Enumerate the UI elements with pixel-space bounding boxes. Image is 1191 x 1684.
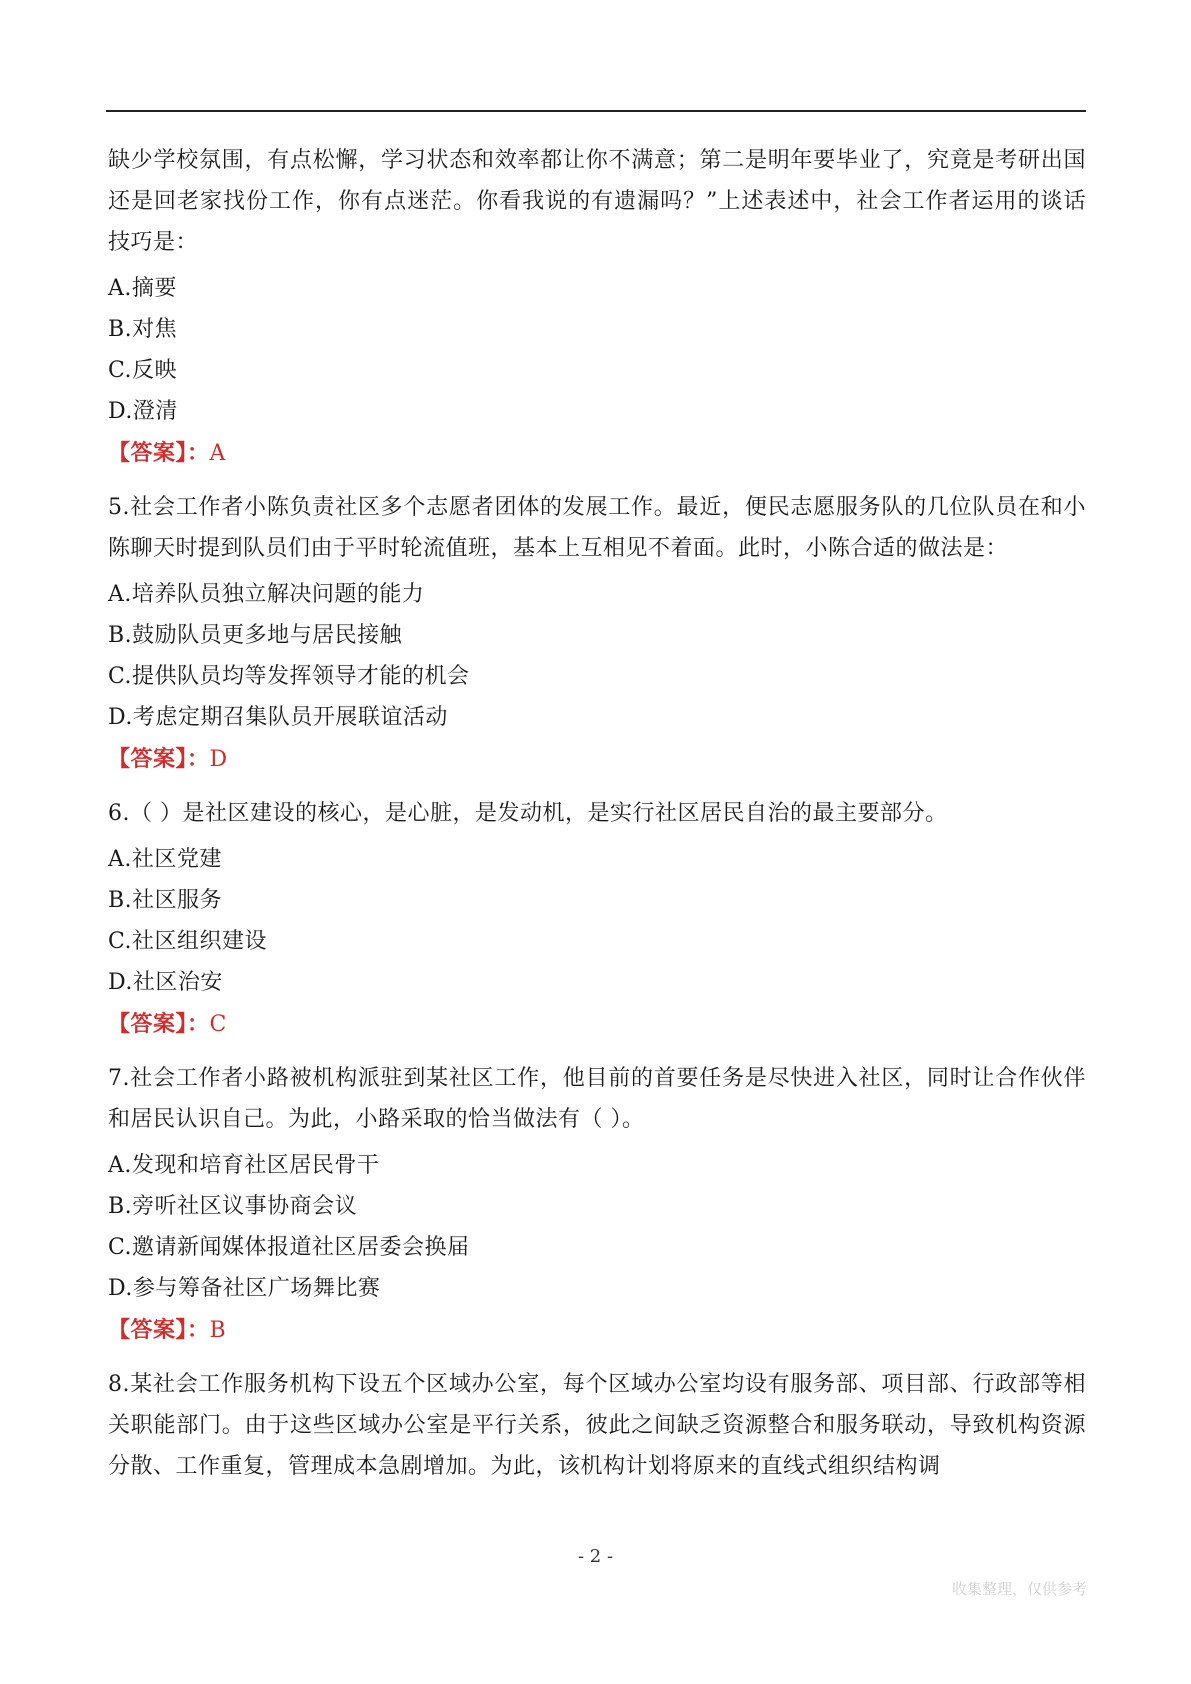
page-number: - 2 - xyxy=(577,1546,614,1567)
question-6-option-d: D.社区治安 xyxy=(108,970,223,995)
question-5-option-b: B.鼓励队员更多地与居民接触 xyxy=(108,623,403,648)
question-5-option-a: A.培养队员独立解决问题的能力 xyxy=(108,582,425,607)
document-body xyxy=(108,140,1086,1498)
question-7-option-c: C.邀请新闻媒体报道社区居委会换届 xyxy=(108,1235,470,1260)
question-6-answer xyxy=(108,1009,1086,1040)
header-rule xyxy=(106,110,1086,112)
question-5-stem: 5.社会工作者小陈负责社区多个志愿者团体的发展工作。最近，便民志愿服务队的几位队员在和小陈聊天时提到队员们由于平时轮流值班，基本上互相见不着面。此时，小陈合适的做法是： xyxy=(108,495,1086,561)
question-4-option-a: A.摘要 xyxy=(108,276,177,301)
question-5-option-c: C.提供队员均等发挥领导才能的机会 xyxy=(108,664,470,689)
question-7-option-a: A.发现和培育社区居民骨干 xyxy=(108,1153,380,1178)
answer-label: 【答案】： xyxy=(108,746,210,772)
answer-label: 【答案】： xyxy=(108,440,210,466)
answer-value: B xyxy=(209,1318,227,1343)
question-7-option-d: D.参与筹备社区广场舞比赛 xyxy=(108,1276,381,1301)
question-7-option-b: B.旁听社区议事协商会议 xyxy=(108,1194,358,1219)
watermark-text: 收集整理，仅供参考 xyxy=(951,1580,1087,1598)
question-6-option-c: C.社区组织建设 xyxy=(108,929,268,954)
question-4-option-c: C.反映 xyxy=(108,358,178,383)
question-4-stem: 缺少学校氛围，有点松懈，学习状态和效率都让你不满意；第二是明年要毕业了，究竟是考研出国还是回老家找份工作，你有点迷茫。你看我说的有遗漏吗？”上述表述中，社会工作者运用的谈话技巧是： xyxy=(108,148,1086,255)
question-4-answer xyxy=(108,438,1086,469)
question-5-option-d: D.考虑定期召集队员开展联谊活动 xyxy=(108,705,448,730)
question-6-option-a: A.社区党建 xyxy=(108,847,222,872)
question-4-option-b: B.对焦 xyxy=(108,317,178,342)
question-6-option-b: B.社区服务 xyxy=(108,888,223,913)
question-5-answer xyxy=(108,744,1086,775)
answer-label: 【答案】： xyxy=(108,1317,210,1343)
answer-value: C xyxy=(209,1012,227,1037)
question-7-stem: 7.社会工作者小路被机构派驻到某社区工作，他目前的首要任务是尽快进入社区，同时让合作伙伴和居民认识自己。为此，小路采取的恰当做法有（ ）。 xyxy=(108,1066,1086,1132)
question-6-stem: 6.（ ）是社区建设的核心，是心脏，是发动机，是实行社区居民自治的最主要部分。 xyxy=(108,801,948,826)
question-4-option-d: D.澄清 xyxy=(108,399,178,424)
question-7-answer xyxy=(108,1315,1086,1346)
answer-value: D xyxy=(209,747,228,772)
answer-value: A xyxy=(209,441,226,466)
answer-label: 【答案】： xyxy=(108,1011,210,1037)
question-8-stem: 8.某社会工作服务机构下设五个区域办公室，每个区域办公室均设有服务部、项目部、行政部等相关职能部门。由于这些区域办公室是平行关系，彼此之间缺乏资源整合和服务联动，导致机构资源分散、工作重复，管理成本急剧增加。为此，该机构计划将原来的直线式组织结构调 xyxy=(108,1372,1086,1479)
